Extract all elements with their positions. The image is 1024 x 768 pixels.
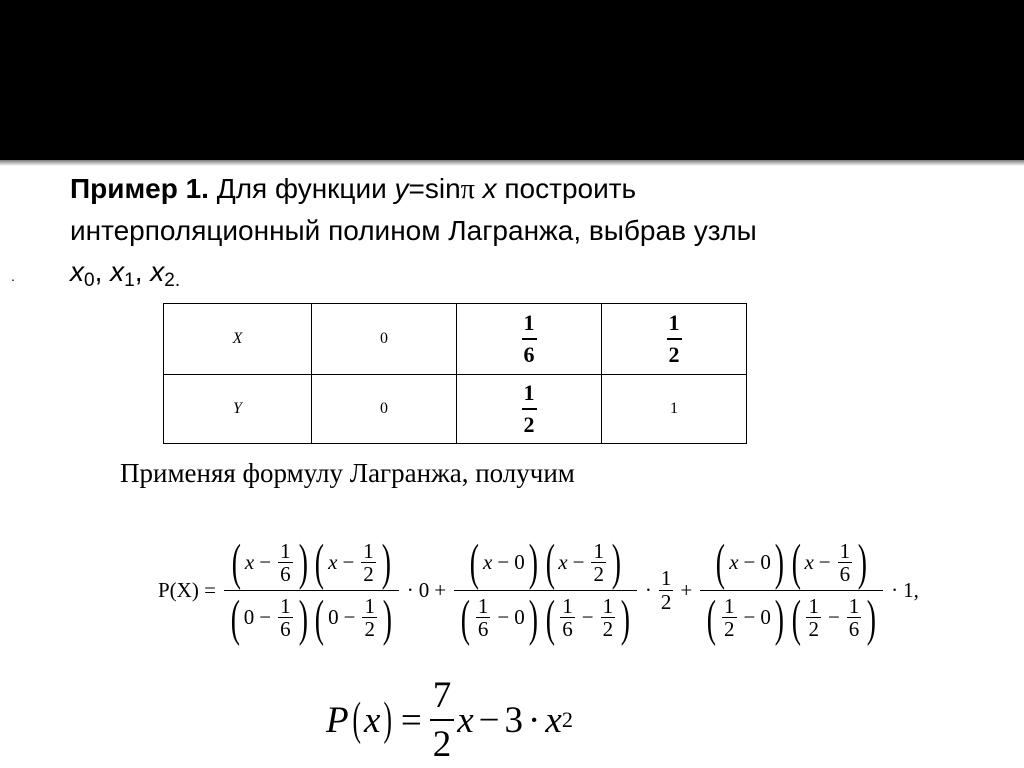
- task-text: построить: [504, 173, 637, 204]
- result-rparen: ): [383, 693, 393, 745]
- example-label: Пример 1.: [70, 173, 209, 204]
- cell-y-0: 0: [312, 375, 457, 444]
- problem-line-1: [70, 168, 970, 210]
- weight-0: 0: [418, 577, 430, 602]
- result-x-squared: x: [545, 699, 562, 741]
- nodes-table: [163, 303, 747, 444]
- fraction: $\frac{1}{2}$: [668, 310, 680, 367]
- function-eq: =sin: [408, 173, 461, 204]
- result-fraction: $\frac{7}{2}$: [430, 674, 455, 766]
- result-p: P: [326, 699, 349, 741]
- problem-line-2: интерполяционный полином Лагранжа, выбрав узлы: [70, 215, 757, 246]
- header-band: [0, 0, 1024, 160]
- lagrange-formula: [153, 516, 919, 664]
- weight-2: 1,: [903, 577, 919, 602]
- bullet-dot: .: [11, 268, 15, 284]
- result-minus: −: [478, 699, 500, 741]
- node-x2-index: 2.: [164, 270, 181, 291]
- lagrange-term-2: ( x − 0 ) ( x − $\frac{1}{2}$ ) ( 1 6 − 0 ) ( 1 6 − $\frac{1}{2}$ ): [454, 537, 637, 643]
- function-x: x: [482, 173, 497, 204]
- lagrange-term-1: ( x − $\frac{1}{6}$ ) ( x − $\frac{1}{2}$ ) ( 0 − $\frac{1}{6}$ ) ( 0 − $\frac{1}{2}$ ): [224, 537, 399, 643]
- lagrange-term-3: ( x − 0 ) ( x − $\frac{1}{6}$ ) ( 1 2 − 0 ) ( 1 2 − $\frac{1}{6}$ ): [700, 537, 883, 643]
- result-arg: x: [364, 699, 381, 741]
- cell-y-2: 1: [602, 375, 747, 444]
- result-dot: ·: [528, 699, 541, 741]
- result-exponent: 2: [561, 707, 573, 732]
- node-sep-2: ,: [134, 256, 143, 287]
- fraction: $\frac{1}{6}$: [523, 310, 535, 367]
- node-x2: x: [150, 256, 165, 287]
- header-band-shadow: [0, 160, 1024, 166]
- result-lparen: (: [352, 693, 361, 745]
- result-x: x: [457, 699, 474, 741]
- result-formula: [326, 675, 573, 765]
- cell-x-0: 0: [312, 304, 457, 375]
- problem-statement: [70, 168, 970, 292]
- node-x1: x: [110, 256, 125, 287]
- node-x1-index: 1: [124, 270, 135, 291]
- cell-x-label: X: [164, 304, 312, 375]
- result-coef: 3: [504, 699, 524, 741]
- node-x0-index: 0: [84, 270, 95, 291]
- problem-line-3: [70, 251, 970, 292]
- cell-y-1: [457, 375, 602, 444]
- table-row-y: [164, 375, 747, 444]
- cell-x-2: [602, 304, 747, 375]
- cell-x-1: [457, 304, 602, 375]
- function-pi: π: [460, 174, 475, 205]
- weight-1: 1 2: [660, 566, 672, 614]
- table-row-x: [164, 304, 747, 375]
- intro-text: Для функции: [216, 173, 387, 204]
- plus-operator: +: [680, 577, 693, 602]
- fraction: $\frac{1}{2}$: [523, 380, 535, 437]
- node-sep-1: ,: [94, 256, 103, 287]
- formula-lhs: P(X) =: [158, 577, 216, 602]
- cell-y-label: Y: [164, 375, 312, 444]
- formula-caption: Применяя формулу Лагранжа, получим: [120, 458, 575, 488]
- dot-operator: ·: [644, 577, 652, 602]
- plus-operator: +: [434, 577, 447, 602]
- node-x0: x: [70, 256, 84, 287]
- function-y: y: [394, 173, 409, 204]
- dot-operator: ·: [891, 577, 899, 602]
- result-equals: =: [400, 699, 422, 741]
- dot-operator: ·: [406, 577, 414, 602]
